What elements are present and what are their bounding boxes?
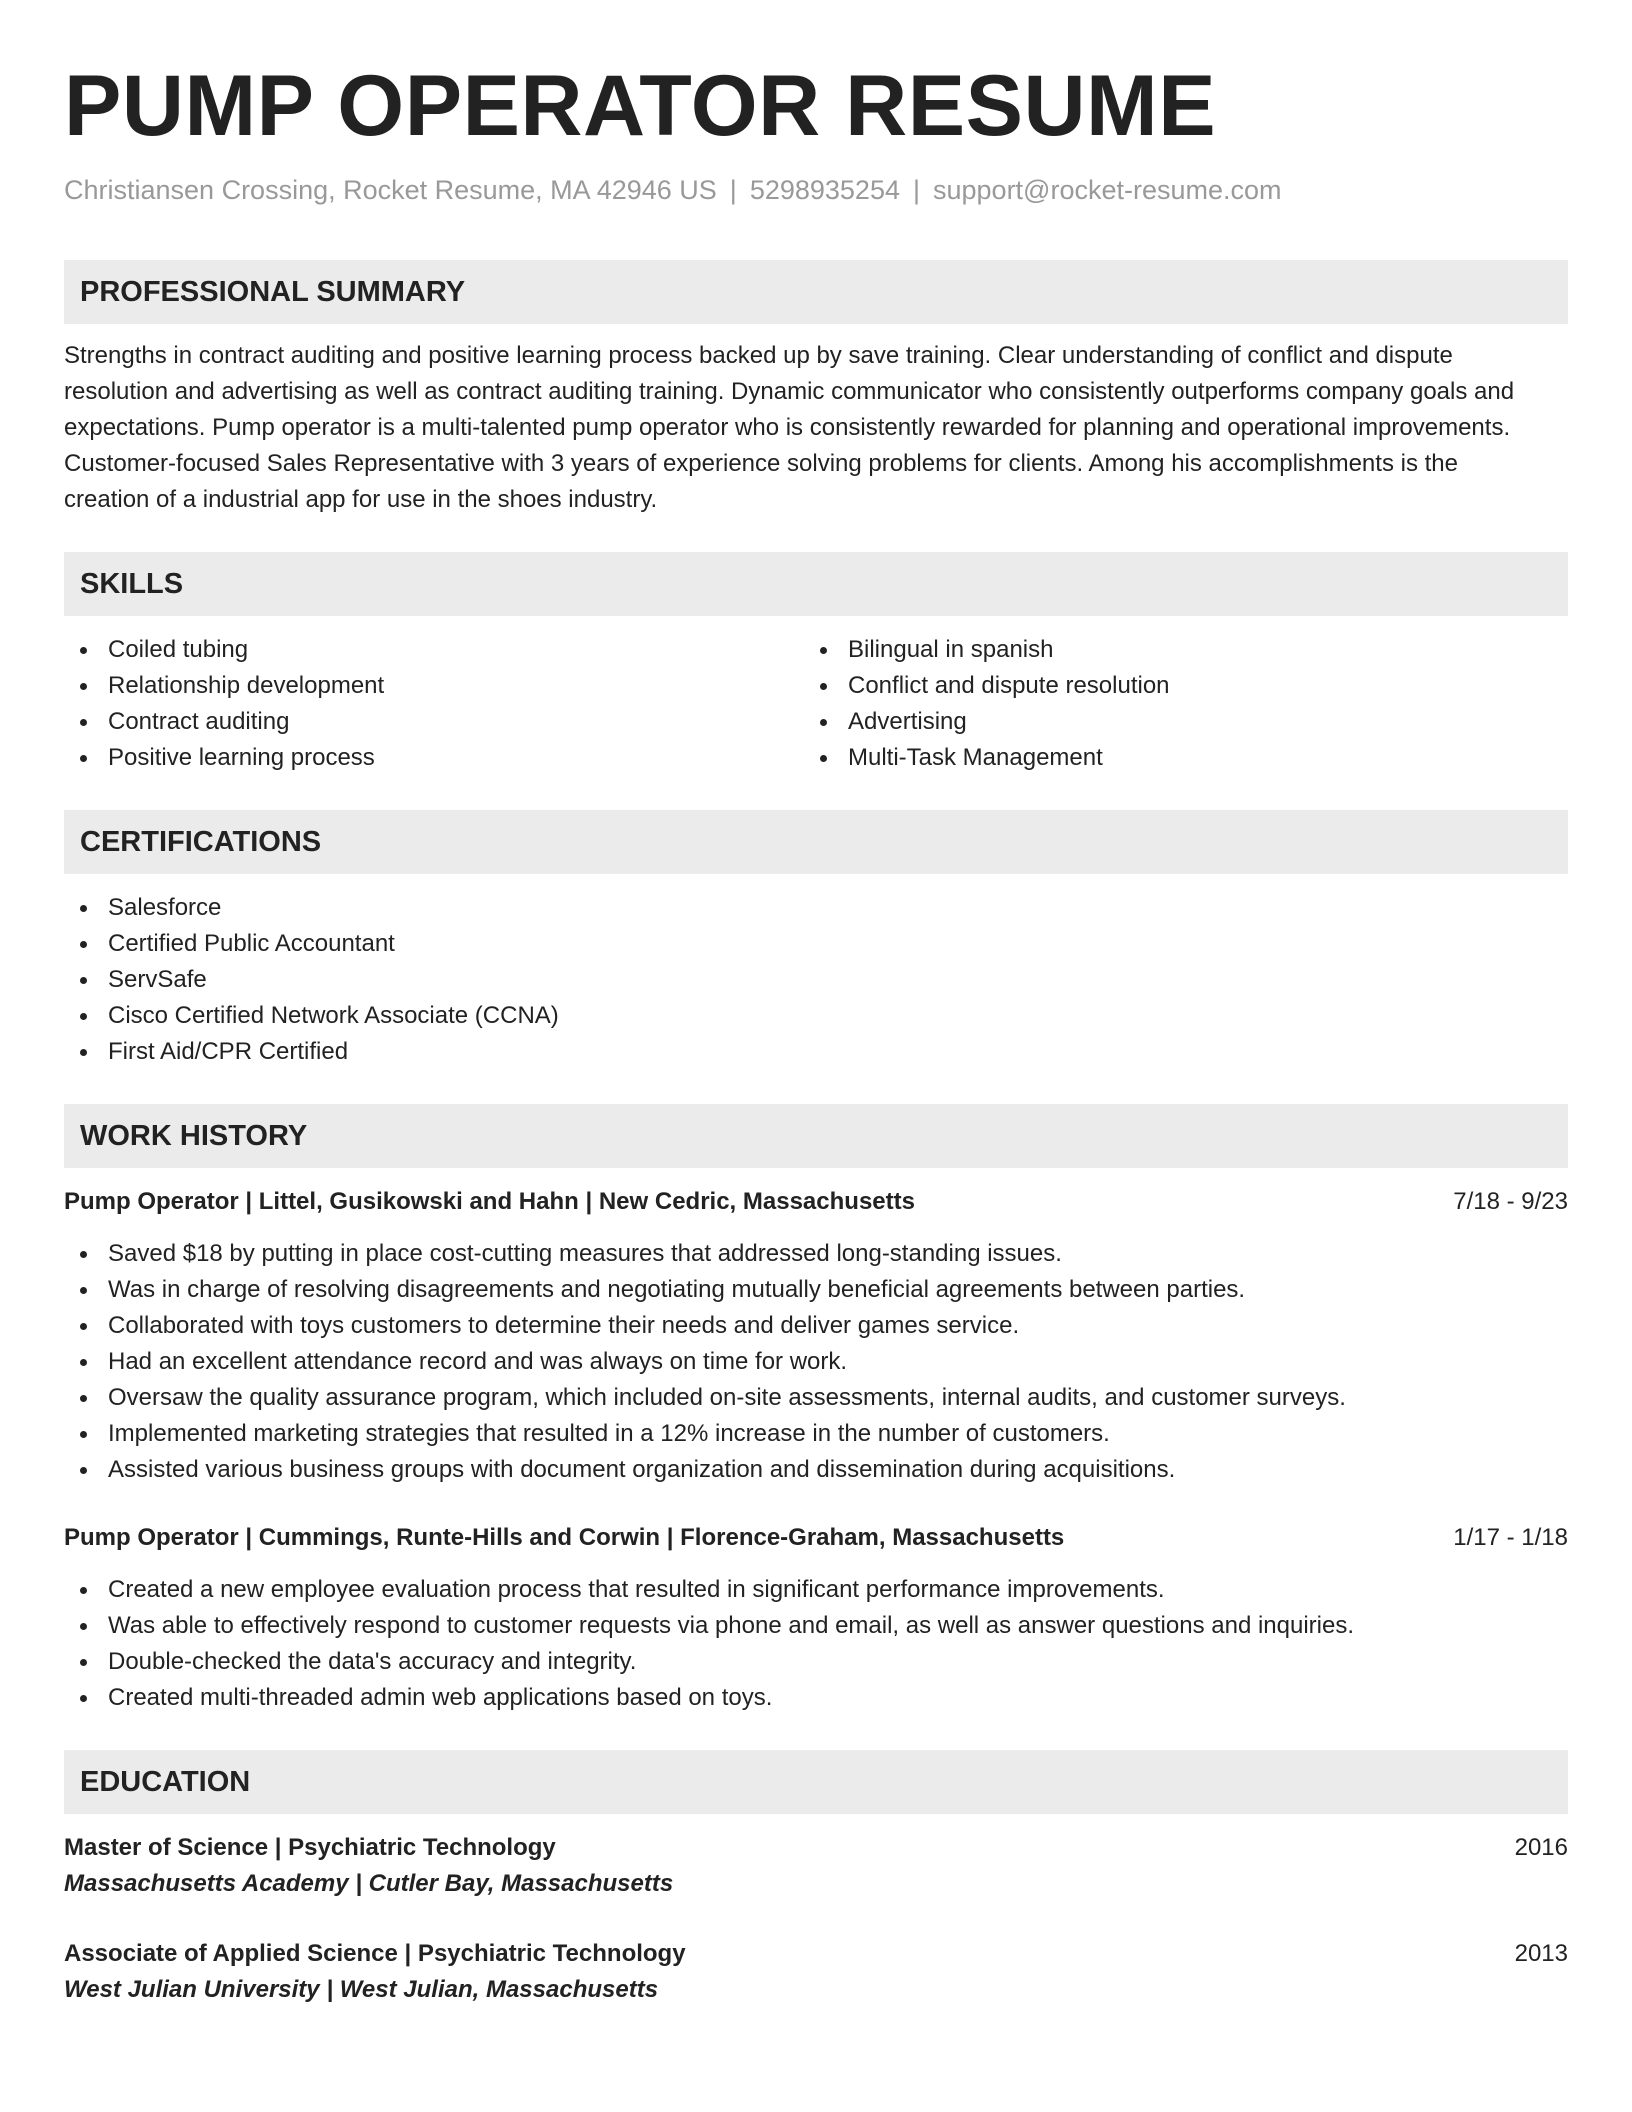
certification-item: Cisco Certified Network Associate (CCNA)	[64, 998, 1568, 1034]
job-bullet: Had an excellent attendance record and was always on time for work.	[64, 1344, 1568, 1380]
job-dates: 1/17 - 1/18	[1453, 1524, 1568, 1551]
job-dates: 7/18 - 9/23	[1453, 1188, 1568, 1215]
section-heading-work-history: WORK HISTORY	[64, 1104, 1568, 1168]
skill-item: Bilingual in spanish	[804, 632, 1544, 668]
certifications-list	[64, 874, 1568, 1070]
contact-line	[64, 172, 1568, 208]
job-title: Pump Operator | Littel, Gusikowski and Hahn | New Cedric, Massachusetts	[64, 1188, 915, 1215]
job-title: Pump Operator | Cummings, Runte-Hills and Corwin | Florence-Graham, Massachusetts	[64, 1524, 1065, 1551]
skill-item: Contract auditing	[64, 704, 804, 740]
skill-item: Positive learning process	[64, 740, 804, 776]
job-bullet: Collaborated with toys customers to determine their needs and deliver games service.	[64, 1308, 1568, 1344]
education-year: 2013	[1514, 1940, 1568, 1967]
certification-item: ServSafe	[64, 962, 1568, 998]
section-heading-certifications: CERTIFICATIONS	[64, 810, 1568, 874]
job-bullet: Saved $18 by putting in place cost-cutting measures that addressed long-standing issues.	[64, 1236, 1568, 1272]
work-history-section	[64, 1104, 1568, 1716]
contact-separator: |	[729, 175, 737, 205]
skill-item: Multi-Task Management	[804, 740, 1544, 776]
job-bullet: Oversaw the quality assurance program, which included on-site assessments, internal audits, and customer surveys.	[64, 1380, 1568, 1416]
education-header	[64, 1936, 1568, 1972]
education-year: 2016	[1514, 1834, 1568, 1861]
section-heading-education: EDUCATION	[64, 1750, 1568, 1814]
summary-section	[64, 260, 1568, 518]
school-name: Massachusetts Academy | Cutler Bay, Massachusetts	[64, 1870, 674, 1897]
skills-column-right	[804, 632, 1544, 776]
degree-title: Associate of Applied Science | Psychiatric Technology	[64, 1940, 686, 1967]
section-heading-skills: SKILLS	[64, 552, 1568, 616]
job-bullets	[64, 1556, 1568, 1716]
skill-item: Advertising	[804, 704, 1544, 740]
job-bullet: Assisted various business groups with document organization and dissemination during acquisitions.	[64, 1452, 1568, 1488]
skill-item: Coiled tubing	[64, 632, 804, 668]
job-bullet: Double-checked the data's accuracy and integrity.	[64, 1644, 1568, 1680]
contact-address: Christiansen Crossing, Rocket Resume, MA 42946 US	[64, 175, 717, 205]
job-bullet: Implemented marketing strategies that resulted in a 12% increase in the number of customers.	[64, 1416, 1568, 1452]
skill-item: Relationship development	[64, 668, 804, 704]
skills-section	[64, 552, 1568, 776]
certifications-section	[64, 810, 1568, 1070]
skills-column-left	[64, 632, 804, 776]
education-header	[64, 1830, 1568, 1866]
job-bullet: Was in charge of resolving disagreements and negotiating mutually beneficial agreements between parties.	[64, 1272, 1568, 1308]
job-entry	[64, 1168, 1568, 1488]
job-bullet: Created multi-threaded admin web applications based on toys.	[64, 1680, 1568, 1716]
job-header	[64, 1520, 1568, 1556]
certification-item: Certified Public Accountant	[64, 926, 1568, 962]
certification-item: Salesforce	[64, 890, 1568, 926]
job-bullet: Created a new employee evaluation process that resulted in significant performance improvements.	[64, 1572, 1568, 1608]
certification-item: First Aid/CPR Certified	[64, 1034, 1568, 1070]
school-name: West Julian University | West Julian, Massachusetts	[64, 1976, 659, 2003]
contact-phone: 5298935254	[749, 175, 900, 205]
summary-text: Strengths in contract auditing and positive learning process backed up by save training. Clear understanding of conflict and dispute resolution and advertising as well as contract auditing training. Dynamic communicator who consistently outperforms company goals and expectations. Pump operator is a multi-talented pump operator who is consistently rewarded for planning and operational improvements. Customer-focused Sales Representative with 3 years of experience solving problems for clients. Among his accomplishments is the creation of a industrial app for use in the shoes industry.	[64, 342, 1515, 513]
education-section	[64, 1750, 1568, 2008]
contact-separator: |	[912, 175, 920, 205]
job-bullets	[64, 1220, 1568, 1488]
page-title: PUMP OPERATOR RESUME	[64, 58, 1217, 154]
education-entry	[64, 1902, 1568, 2008]
contact-email: support@rocket-resume.com	[933, 175, 1282, 205]
degree-title: Master of Science | Psychiatric Technology	[64, 1834, 556, 1861]
section-heading-summary: PROFESSIONAL SUMMARY	[64, 260, 1568, 324]
education-entry	[64, 1814, 1568, 1902]
job-header	[64, 1184, 1568, 1220]
job-bullet: Was able to effectively respond to customer requests via phone and email, as well as answer questions and inquiries.	[64, 1608, 1568, 1644]
job-entry	[64, 1488, 1568, 1716]
skill-item: Conflict and dispute resolution	[804, 668, 1544, 704]
skills-grid	[64, 616, 1568, 776]
